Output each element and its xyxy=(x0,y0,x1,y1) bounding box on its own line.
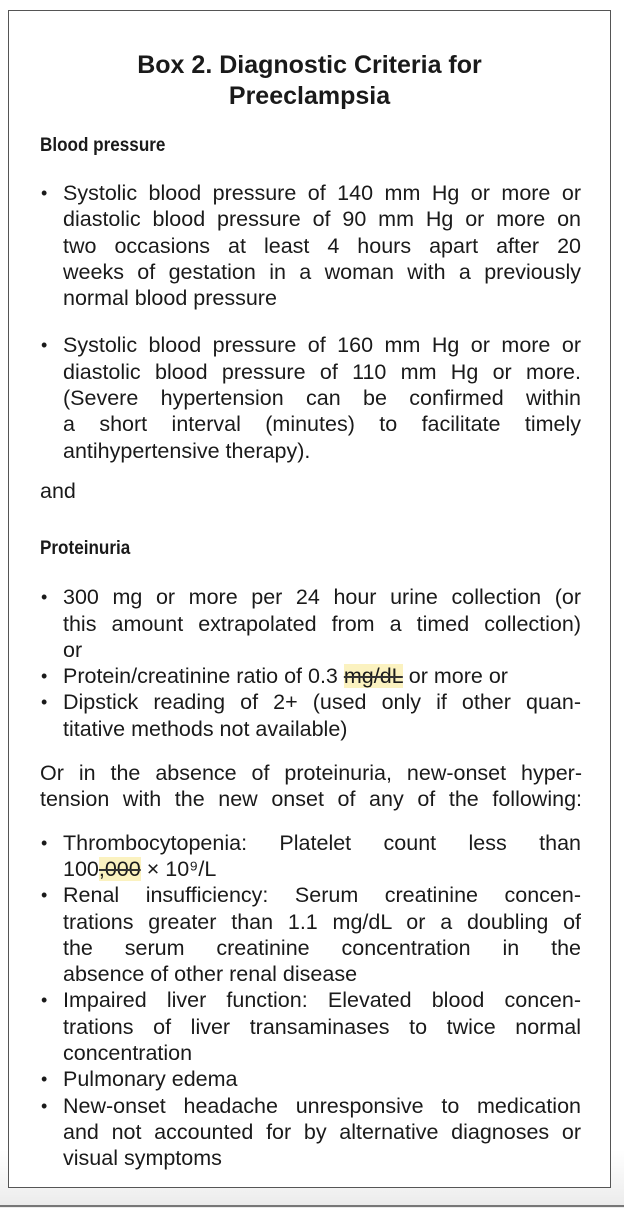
text-line: visual symptoms xyxy=(63,1146,222,1171)
text-line: trations of liver transaminases to twice normal xyxy=(63,1014,581,1039)
bullet-item xyxy=(41,1093,581,1172)
text-line: and not accounted for by alternative diagnoses or xyxy=(63,1119,581,1144)
text-segment: Protein/creatinine ratio of 0.3 xyxy=(63,664,344,689)
text-line: Impaired liver function: Elevated blood concen- xyxy=(63,988,581,1013)
text-line: this amount extrapolated from a timed collection) xyxy=(63,611,581,636)
bullet-icon: • xyxy=(41,885,48,906)
bullet-icon: • xyxy=(41,183,48,203)
page-bottom-divider xyxy=(0,1205,624,1207)
text-line: New-onset headache unresponsive to medication xyxy=(63,1093,581,1118)
struck-highlighted-text: mg/dL xyxy=(343,664,403,689)
bullet-item xyxy=(41,1066,581,1092)
text-line: diastolic blood pressure of 90 mm Hg or more on xyxy=(63,207,581,232)
struck-highlighted-text: ,000 xyxy=(98,856,141,881)
criteria-box xyxy=(8,10,611,1188)
box-title xyxy=(9,50,610,112)
text-line: weeks of gestation in a woman with a previously xyxy=(63,259,581,284)
box-title-line: Box 2. Diagnostic Criteria for xyxy=(137,51,482,79)
text-line: diastolic blood pressure of 110 mm Hg or more. xyxy=(63,359,581,384)
text-line: Systolic blood pressure of 140 mm Hg or more or xyxy=(63,181,581,205)
text-line: the serum creatinine concentration in the xyxy=(63,935,581,960)
paragraph xyxy=(40,478,582,504)
bullet-icon: • xyxy=(41,1095,48,1116)
text-line: (Severe hypertension can be confirmed within xyxy=(63,386,581,411)
bullet-item xyxy=(41,332,581,463)
text-line xyxy=(63,856,581,882)
text-line: Renal insufficiency: Serum creatinine concen- xyxy=(63,883,581,908)
text-segment: 100 xyxy=(63,856,99,881)
bullet-item xyxy=(41,987,581,1066)
bullet-item xyxy=(41,584,581,663)
text-line: a short interval (minutes) to facilitate timely xyxy=(63,412,581,437)
text-line: Dipstick reading of 2+ (used only if other quan- xyxy=(63,690,581,715)
text-line: Pulmonary edema xyxy=(63,1067,238,1092)
bullet-item xyxy=(41,882,581,987)
bullet-icon: • xyxy=(41,666,48,687)
bullet-icon: • xyxy=(41,335,48,356)
text-segment: × 10⁹/L xyxy=(140,856,217,881)
text-segment: or more or xyxy=(402,664,508,689)
text-line: or xyxy=(63,637,83,662)
bullet-item xyxy=(41,663,581,689)
box-title-line: Preeclampsia xyxy=(228,82,391,110)
text-line: tension with the new onset of any of the following: xyxy=(40,787,582,812)
text-line: two occasions at least 4 hours apart after 20 xyxy=(63,233,581,258)
text-line: absence of other renal disease xyxy=(63,962,358,987)
bullet-item xyxy=(41,180,581,311)
bullet-item xyxy=(41,830,581,883)
bullet-icon: • xyxy=(41,832,48,853)
text-line: titative methods not available) xyxy=(63,716,348,741)
bullet-icon: • xyxy=(41,692,48,713)
bullet-item xyxy=(41,689,581,742)
paragraph xyxy=(40,760,582,813)
section-heading: Blood pressure xyxy=(40,135,166,156)
text-line: Systolic blood pressure of 160 mm Hg or more or xyxy=(63,333,581,358)
text-line xyxy=(63,663,581,689)
text-line: Or in the absence of proteinuria, new-onset hyper- xyxy=(40,761,582,786)
section-heading: Proteinuria xyxy=(40,538,131,560)
criteria-content xyxy=(9,133,610,1172)
bullet-icon: • xyxy=(41,1069,48,1090)
bullet-icon: • xyxy=(41,990,48,1011)
text-line: trations greater than 1.1 mg/dL or a doubling of xyxy=(63,909,581,934)
text-line: and xyxy=(40,478,76,503)
text-line: concentration xyxy=(63,1041,193,1066)
text-line: antihypertensive therapy). xyxy=(63,438,311,463)
text-line: Thrombocytopenia: Platelet count less than xyxy=(63,830,581,855)
text-line: normal blood pressure xyxy=(63,286,277,311)
text-line: 300 mg or more per 24 hour urine collection (or xyxy=(63,585,581,610)
bullet-icon: • xyxy=(41,587,48,608)
